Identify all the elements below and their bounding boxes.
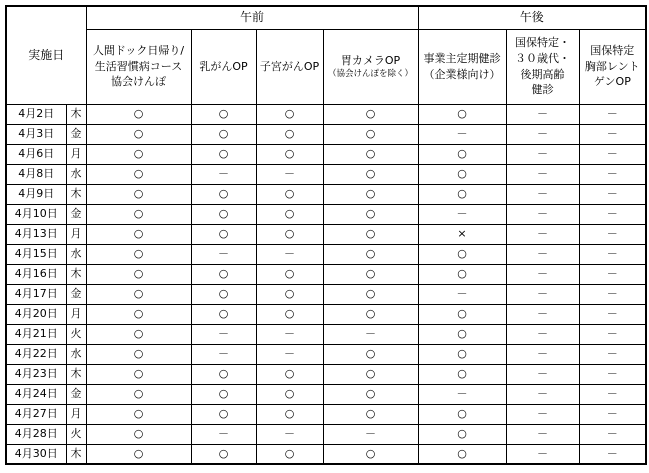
weekday-cell: 水 (66, 344, 86, 364)
date-cell: 4月21日 (6, 324, 66, 344)
column-header-line: 乳がんOP (199, 59, 248, 73)
column-header-line: 生活習慣病コース (94, 59, 183, 73)
column-header-line: （企業様向け） (423, 67, 501, 81)
availability-cell-employer-periodic-checkup: ○ (418, 264, 506, 284)
table-row (6, 304, 646, 324)
availability-cell-employer-periodic-checkup: ○ (418, 304, 506, 324)
date-cell: 4月22日 (6, 344, 66, 364)
availability-cell-employer-periodic-checkup: － (418, 284, 506, 304)
availability-cell-kokuho-chest-xray-op: － (579, 284, 646, 304)
weekday-cell: 木 (66, 264, 86, 284)
availability-cell-kokuho-tokutei-checkup: － (506, 304, 579, 324)
availability-cell-ningen-dock-course: ○ (86, 324, 191, 344)
table-row (6, 384, 646, 404)
availability-cell-cervical-cancer-op: ○ (256, 384, 323, 404)
availability-cell-breast-cancer-op: ○ (191, 284, 256, 304)
availability-cell-cervical-cancer-op: － (256, 324, 323, 344)
availability-cell-ningen-dock-course: ○ (86, 144, 191, 164)
availability-cell-kokuho-tokutei-checkup: － (506, 164, 579, 184)
availability-cell-ningen-dock-course: ○ (86, 444, 191, 464)
availability-cell-kokuho-chest-xray-op: － (579, 304, 646, 324)
table-row (6, 264, 646, 284)
column-header-line: 子宮がんOP (259, 59, 320, 73)
date-cell: 4月23日 (6, 364, 66, 384)
table-row-highlighted (6, 284, 646, 304)
availability-cell-ningen-dock-course: ○ (86, 304, 191, 324)
availability-cell-employer-periodic-checkup: － (418, 384, 506, 404)
date-cell: 4月17日 (6, 284, 66, 304)
availability-cell-kokuho-tokutei-checkup: － (506, 284, 579, 304)
availability-cell-breast-cancer-op: ○ (191, 104, 256, 124)
column-header-line: 事業主定期健診 (423, 51, 501, 65)
availability-cell-gastro-camera-op: － (323, 324, 418, 344)
table-row (6, 144, 646, 164)
weekday-cell: 木 (66, 104, 86, 124)
availability-cell-gastro-camera-op: － (323, 424, 418, 444)
weekday-cell: 金 (66, 204, 86, 224)
availability-cell-kokuho-chest-xray-op: － (579, 344, 646, 364)
availability-cell-employer-periodic-checkup: ○ (418, 344, 506, 364)
availability-cell-kokuho-tokutei-checkup: － (506, 204, 579, 224)
availability-cell-ningen-dock-course: ○ (86, 384, 191, 404)
availability-cell-kokuho-tokutei-checkup: － (506, 104, 579, 124)
section-header-row (6, 6, 646, 29)
availability-cell-breast-cancer-op: ○ (191, 404, 256, 424)
availability-cell-kokuho-tokutei-checkup: － (506, 384, 579, 404)
weekday-cell: 木 (66, 184, 86, 204)
weekday-cell: 月 (66, 304, 86, 324)
table-row (6, 324, 646, 344)
availability-cell-kokuho-chest-xray-op: － (579, 364, 646, 384)
availability-cell-employer-periodic-checkup: ○ (418, 444, 506, 464)
date-cell: 4月24日 (6, 384, 66, 404)
date-cell: 4月15日 (6, 244, 66, 264)
availability-cell-ningen-dock-course: ○ (86, 264, 191, 284)
availability-cell-gastro-camera-op: ○ (323, 144, 418, 164)
date-cell: 4月8日 (6, 164, 66, 184)
availability-cell-ningen-dock-course: ○ (86, 224, 191, 244)
availability-cell-cervical-cancer-op: － (256, 424, 323, 444)
availability-cell-kokuho-chest-xray-op: － (579, 124, 646, 144)
availability-cell-kokuho-tokutei-checkup: － (506, 404, 579, 424)
availability-cell-cervical-cancer-op: ○ (256, 144, 323, 164)
availability-cell-employer-periodic-checkup: ○ (418, 404, 506, 424)
availability-cell-kokuho-tokutei-checkup: － (506, 144, 579, 164)
availability-cell-employer-periodic-checkup: ○ (418, 324, 506, 344)
weekday-cell: 水 (66, 164, 86, 184)
availability-cell-kokuho-chest-xray-op: － (579, 224, 646, 244)
availability-cell-breast-cancer-op: ○ (191, 204, 256, 224)
date-cell: 4月16日 (6, 264, 66, 284)
availability-cell-kokuho-tokutei-checkup: － (506, 224, 579, 244)
table-row (6, 164, 646, 184)
availability-cell-kokuho-chest-xray-op: － (579, 144, 646, 164)
weekday-cell: 木 (66, 444, 86, 464)
availability-cell-ningen-dock-course: ○ (86, 184, 191, 204)
availability-cell-kokuho-chest-xray-op: － (579, 164, 646, 184)
availability-cell-kokuho-tokutei-checkup: － (506, 264, 579, 284)
availability-cell-breast-cancer-op: － (191, 324, 256, 344)
availability-cell-ningen-dock-course: ○ (86, 204, 191, 224)
availability-cell-breast-cancer-op: － (191, 424, 256, 444)
availability-cell-ningen-dock-course: ○ (86, 244, 191, 264)
availability-cell-cervical-cancer-op: ○ (256, 224, 323, 244)
availability-cell-employer-periodic-checkup: ○ (418, 164, 506, 184)
availability-cell-gastro-camera-op: ○ (323, 384, 418, 404)
availability-cell-employer-periodic-checkup: ○ (418, 424, 506, 444)
availability-cell-ningen-dock-course: ○ (86, 364, 191, 384)
availability-cell-breast-cancer-op: ○ (191, 144, 256, 164)
availability-cell-breast-cancer-op: ○ (191, 264, 256, 284)
availability-cell-ningen-dock-course: ○ (86, 104, 191, 124)
availability-cell-cervical-cancer-op: ○ (256, 304, 323, 324)
table-row (6, 444, 646, 464)
table-row (6, 424, 646, 444)
availability-cell-kokuho-chest-xray-op: － (579, 404, 646, 424)
availability-cell-breast-cancer-op: ○ (191, 444, 256, 464)
column-header-line: 健診 (531, 83, 554, 97)
availability-cell-gastro-camera-op: ○ (323, 284, 418, 304)
availability-cell-ningen-dock-course: ○ (86, 344, 191, 364)
weekday-cell: 火 (66, 424, 86, 444)
weekday-cell: 金 (66, 284, 86, 304)
availability-cell-cervical-cancer-op: ○ (256, 184, 323, 204)
afternoon-section-header: 午後 (418, 6, 646, 29)
availability-cell-cervical-cancer-op: ○ (256, 444, 323, 464)
availability-cell-ningen-dock-course: ○ (86, 404, 191, 424)
table-row (6, 104, 646, 124)
column-header-line: ゲンOP (593, 75, 631, 89)
availability-cell-cervical-cancer-op: ○ (256, 104, 323, 124)
availability-cell-kokuho-tokutei-checkup: － (506, 124, 579, 144)
column-header-line: 国保特定 (590, 43, 635, 57)
availability-cell-gastro-camera-op: ○ (323, 244, 418, 264)
weekday-cell: 木 (66, 364, 86, 384)
availability-cell-employer-periodic-checkup: ○ (418, 144, 506, 164)
availability-cell-gastro-camera-op: ○ (323, 364, 418, 384)
availability-cell-breast-cancer-op: ○ (191, 364, 256, 384)
availability-cell-kokuho-tokutei-checkup: － (506, 324, 579, 344)
availability-cell-kokuho-chest-xray-op: － (579, 384, 646, 404)
availability-cell-gastro-camera-op: ○ (323, 304, 418, 324)
table-row (6, 404, 646, 424)
column-header-line: 人間ドック日帰り/ (92, 43, 185, 57)
date-cell: 4月3日 (6, 124, 66, 144)
weekday-cell: 月 (66, 224, 86, 244)
availability-cell-kokuho-chest-xray-op: － (579, 204, 646, 224)
table-row (6, 124, 646, 144)
availability-cell-employer-periodic-checkup: ○ (418, 364, 506, 384)
availability-cell-employer-periodic-checkup: － (418, 124, 506, 144)
availability-cell-breast-cancer-op: ○ (191, 124, 256, 144)
availability-cell-kokuho-tokutei-checkup: － (506, 184, 579, 204)
availability-cell-gastro-camera-op: ○ (323, 404, 418, 424)
column-header-cervical-cancer-op (256, 29, 323, 104)
date-column-header: 実施日 (6, 6, 86, 104)
column-header-row (6, 29, 646, 104)
availability-cell-gastro-camera-op: ○ (323, 264, 418, 284)
availability-cell-gastro-camera-op: ○ (323, 164, 418, 184)
availability-cell-cervical-cancer-op: ○ (256, 124, 323, 144)
column-header-subtext: （協会けんぽを除く） (328, 68, 414, 79)
date-cell: 4月10日 (6, 204, 66, 224)
table-row (6, 364, 646, 384)
availability-cell-cervical-cancer-op: ○ (256, 204, 323, 224)
availability-cell-employer-periodic-checkup: ○ (418, 184, 506, 204)
availability-cell-gastro-camera-op: ○ (323, 224, 418, 244)
column-header-ningen-dock-course (86, 29, 191, 104)
availability-cell-kokuho-tokutei-checkup: － (506, 444, 579, 464)
column-header-line: 国保特定・ (515, 35, 571, 49)
availability-cell-gastro-camera-op: ○ (323, 104, 418, 124)
availability-cell-breast-cancer-op: ○ (191, 184, 256, 204)
column-header-line: 胃カメラOP (340, 54, 401, 67)
availability-cell-cervical-cancer-op: ○ (256, 264, 323, 284)
table-row (6, 224, 646, 244)
availability-cell-kokuho-chest-xray-op: － (579, 264, 646, 284)
availability-cell-ningen-dock-course: ○ (86, 124, 191, 144)
column-header-line: 後期高齢 (520, 67, 565, 81)
table-row (6, 344, 646, 364)
availability-cell-kokuho-chest-xray-op: － (579, 324, 646, 344)
date-cell: 4月20日 (6, 304, 66, 324)
column-header-breast-cancer-op (191, 29, 256, 104)
availability-cell-gastro-camera-op: ○ (323, 444, 418, 464)
date-cell: 4月13日 (6, 224, 66, 244)
availability-cell-breast-cancer-op: ○ (191, 304, 256, 324)
availability-cell-cervical-cancer-op: － (256, 344, 323, 364)
availability-cell-cervical-cancer-op: ○ (256, 364, 323, 384)
weekday-cell: 金 (66, 124, 86, 144)
weekday-cell: 水 (66, 244, 86, 264)
availability-cell-breast-cancer-op: － (191, 244, 256, 264)
weekday-cell: 金 (66, 384, 86, 404)
checkup-schedule-table (5, 5, 647, 465)
availability-cell-kokuho-tokutei-checkup: － (506, 424, 579, 444)
weekday-cell: 火 (66, 324, 86, 344)
weekday-cell: 月 (66, 404, 86, 424)
availability-cell-gastro-camera-op: ○ (323, 344, 418, 364)
date-cell: 4月2日 (6, 104, 66, 124)
availability-cell-ningen-dock-course: ○ (86, 164, 191, 184)
date-cell: 4月30日 (6, 444, 66, 464)
availability-cell-kokuho-chest-xray-op: － (579, 424, 646, 444)
availability-cell-kokuho-chest-xray-op: － (579, 184, 646, 204)
availability-cell-kokuho-chest-xray-op: － (579, 244, 646, 264)
column-header-kokuho-chest-xray-op (579, 29, 646, 104)
availability-cell-breast-cancer-op: － (191, 164, 256, 184)
availability-cell-gastro-camera-op: ○ (323, 124, 418, 144)
date-cell: 4月6日 (6, 144, 66, 164)
availability-cell-employer-periodic-checkup: × (418, 224, 506, 244)
availability-cell-kokuho-tokutei-checkup: － (506, 344, 579, 364)
table-row (6, 244, 646, 264)
availability-cell-cervical-cancer-op: ○ (256, 284, 323, 304)
availability-cell-breast-cancer-op: ○ (191, 224, 256, 244)
availability-cell-kokuho-tokutei-checkup: － (506, 364, 579, 384)
column-header-kokuho-tokutei-checkup (506, 29, 579, 104)
availability-cell-ningen-dock-course: ○ (86, 284, 191, 304)
availability-cell-employer-periodic-checkup: ○ (418, 244, 506, 264)
availability-cell-gastro-camera-op: ○ (323, 184, 418, 204)
availability-cell-kokuho-chest-xray-op: － (579, 104, 646, 124)
table-row (6, 184, 646, 204)
column-header-line: ３０歳代・ (515, 51, 571, 65)
availability-cell-employer-periodic-checkup: ○ (418, 104, 506, 124)
column-header-line: 胸部レント (584, 59, 640, 73)
date-cell: 4月27日 (6, 404, 66, 424)
availability-cell-breast-cancer-op: ○ (191, 384, 256, 404)
availability-cell-gastro-camera-op: ○ (323, 204, 418, 224)
table-row (6, 204, 646, 224)
availability-cell-cervical-cancer-op: ○ (256, 404, 323, 424)
availability-cell-employer-periodic-checkup: － (418, 204, 506, 224)
date-cell: 4月28日 (6, 424, 66, 444)
column-header-line: 協会けんぽ (111, 75, 167, 89)
column-header-employer-periodic-checkup (418, 29, 506, 104)
availability-cell-ningen-dock-course: ○ (86, 424, 191, 444)
weekday-cell: 月 (66, 144, 86, 164)
availability-cell-breast-cancer-op: － (191, 344, 256, 364)
morning-section-header: 午前 (86, 6, 418, 29)
column-header-gastro-camera-op (323, 29, 418, 104)
availability-cell-kokuho-chest-xray-op: － (579, 444, 646, 464)
availability-cell-kokuho-tokutei-checkup: － (506, 244, 579, 264)
date-cell: 4月9日 (6, 184, 66, 204)
availability-cell-cervical-cancer-op: － (256, 164, 323, 184)
availability-cell-cervical-cancer-op: － (256, 244, 323, 264)
